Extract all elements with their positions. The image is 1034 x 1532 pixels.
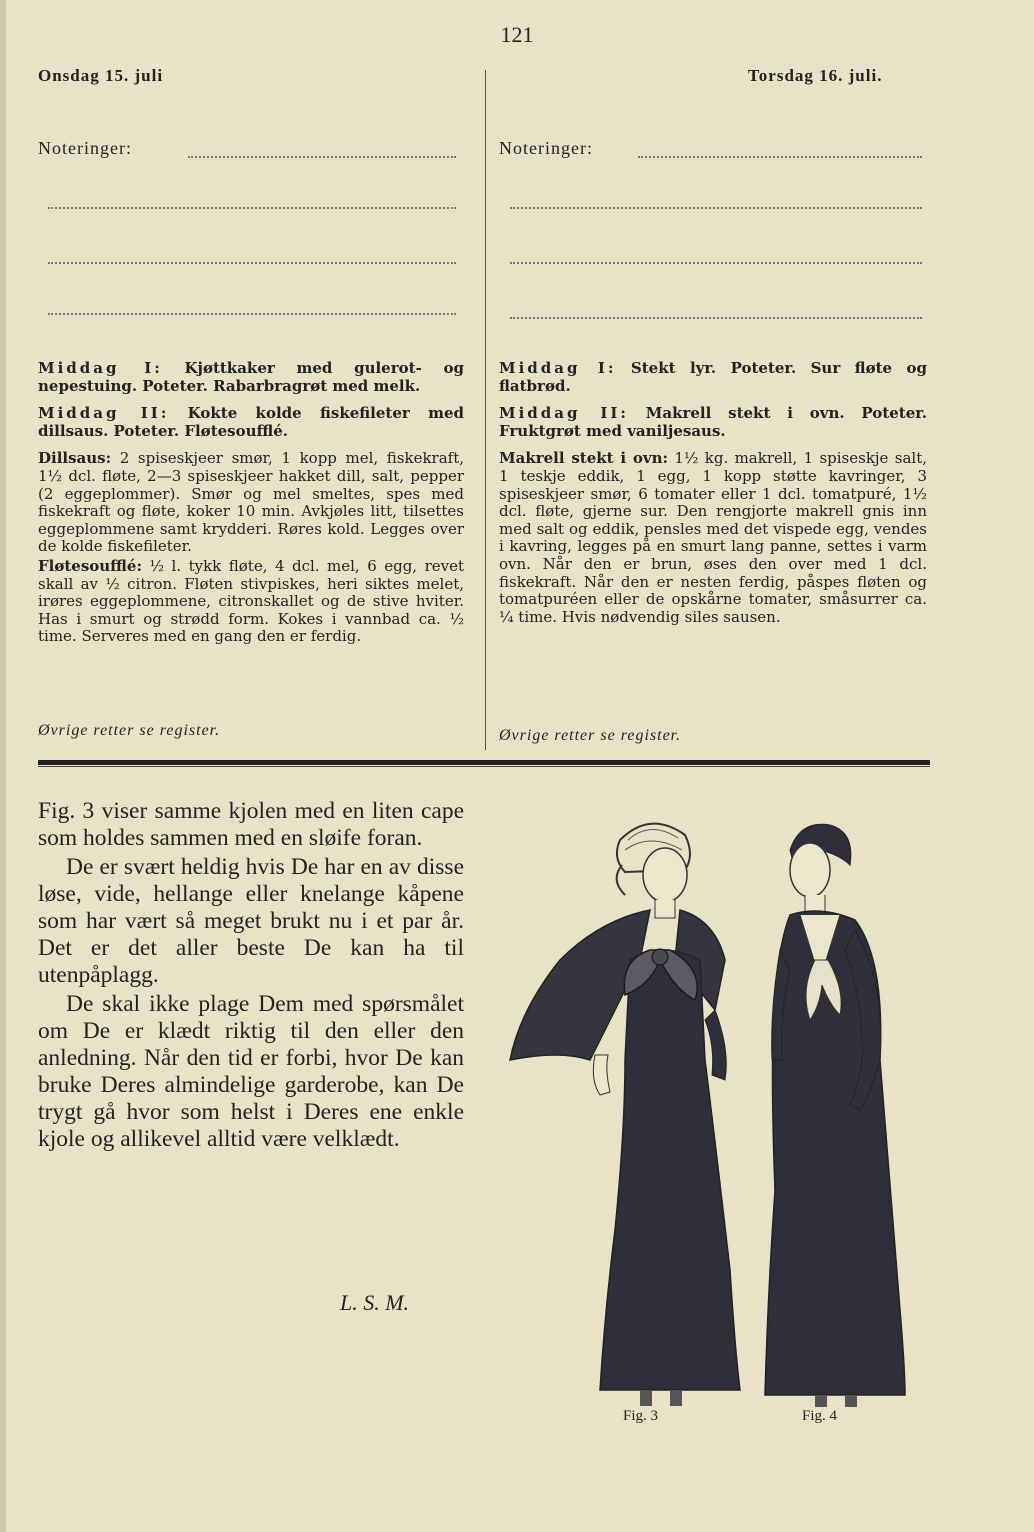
left-more-dishes-note: Øvrige retter se register.: [38, 722, 221, 739]
column-divider: [485, 70, 486, 750]
left-notes-label: Noteringer:: [38, 138, 132, 158]
left-dinner-1: Middag I: Kjøttkaker med gulerot- og nepestuing. Poteter. Rabarbragrøt med melk.: [38, 359, 465, 395]
right-day-heading: Torsdag 16. juli.: [748, 66, 883, 85]
right-notes-line-4: [510, 317, 922, 319]
left-notes-line-4: [48, 313, 456, 315]
right-recipe-makrell: Makrell stekt i ovn: 1½ kg. makrell, 1 spiseskje salt, 1 teskje eddik, 1 egg, 1 kopp støtte kavringer, 3 spiseskjeer smør, 6 tomater eller 1 dcl. tomatpuré, 1½ dcl. fløte, gjerne sur. Den rengjorte makrell gnis inn med salt og eddik, pensles med det vispede egg, vendes i kavring, legges på en smurt lang panne, settes i varm ovn. Når den er brun, øses den over med 1 dcl. fiskekraft. Når den er nesten ferdig, påspes fløten og tomatpuréen eller de opskårne tomater, småsurrer ca. ¼ time. Hvis nødvendig siles sausen.: [499, 449, 927, 626]
article-paragraph-2: De er svært heldig hvis De har en av disse løse, vide, hellange eller knelange kåpene som har vært så meget brukt nu i et par år. Det er det aller beste De kan ha til utenpåplagg.: [38, 854, 464, 988]
left-recipe-dillsaus: Dillsaus: 2 spiseskjeer smør, 1 kopp mel, fiskekraft, 1½ dcl. fløte, 2—3 spiseskjeer hakket dill, salt, pepper (2 eggeplommer). Smør og mel smeltes, spes med fiskekraft og fløte, koker 10 min. Avkjøles litt, tilsettes eggeplommene samt krydderi. Røres kold. Legges over de kolde fiskefileter.: [38, 449, 464, 556]
left-notes-line-1: [188, 156, 456, 158]
right-notes-line-3: [510, 262, 922, 264]
article-signature: L. S. M.: [340, 1290, 410, 1315]
right-notes-line-1: [638, 156, 922, 158]
right-more-dishes-note: Øvrige retter se register.: [499, 727, 682, 744]
left-dinner-2: Middag II: Kokte kolde fiskefileter med dillsaus. Poteter. Fløtesoufflé.: [38, 404, 465, 440]
article-paragraph-1: Fig. 3 viser samme kjolen med en liten cape som holdes sammen med en sløife foran.: [38, 798, 464, 851]
page-edge: [0, 0, 6, 1532]
right-menu-column: [499, 360, 927, 632]
right-dinner-1: Middag I: Stekt lyr. Poteter. Sur fløte og flatbrød.: [499, 359, 927, 395]
fashion-illustration: [500, 810, 940, 1410]
left-notes-line-2: [48, 207, 456, 209]
left-menu-column: [38, 360, 464, 652]
left-day-heading: Onsdag 15. juli: [38, 66, 164, 85]
fashion-article: [38, 798, 464, 1155]
left-recipe-flotesouffle: Fløtesoufflé: ½ l. tykk fløte, 4 dcl. mel, 6 egg, revet skall av ½ citron. Fløten stivpiskes, heri siktes melet, irøres eggeplommene, citronskallet og de stive hviter. Has i smurt og strødd form. Kokes i vannbad ca. ½ time. Serveres med en gang den er ferdig.: [38, 556, 464, 646]
right-notes-line-2: [510, 207, 922, 209]
right-notes-label: Noteringer:: [499, 138, 593, 158]
section-divider-thin: [38, 766, 930, 767]
left-notes-line-3: [48, 262, 456, 264]
page-number: 121: [500, 22, 534, 47]
figure-4-caption: Fig. 4: [802, 1408, 838, 1424]
right-dinner-2: Middag II: Makrell stekt i ovn. Poteter. Fruktgrøt med vaniljesaus.: [499, 404, 928, 440]
article-paragraph-3: De skal ikke plage Dem med spørsmålet om De er klædt riktig til den eller den anledning. Når den tid er forbi, hvor De kan bruke Deres almindelige garderobe, kan De trygt gå hvor som helst i Deres ene enkle kjole og allikevel alltid være velklædt.: [38, 991, 464, 1152]
figure-3-dress-with-cape: [510, 824, 740, 1406]
section-divider: [38, 760, 930, 765]
figure-3-caption: Fig. 3: [623, 1408, 659, 1424]
figure-4-dress-with-jabot: [765, 824, 905, 1407]
